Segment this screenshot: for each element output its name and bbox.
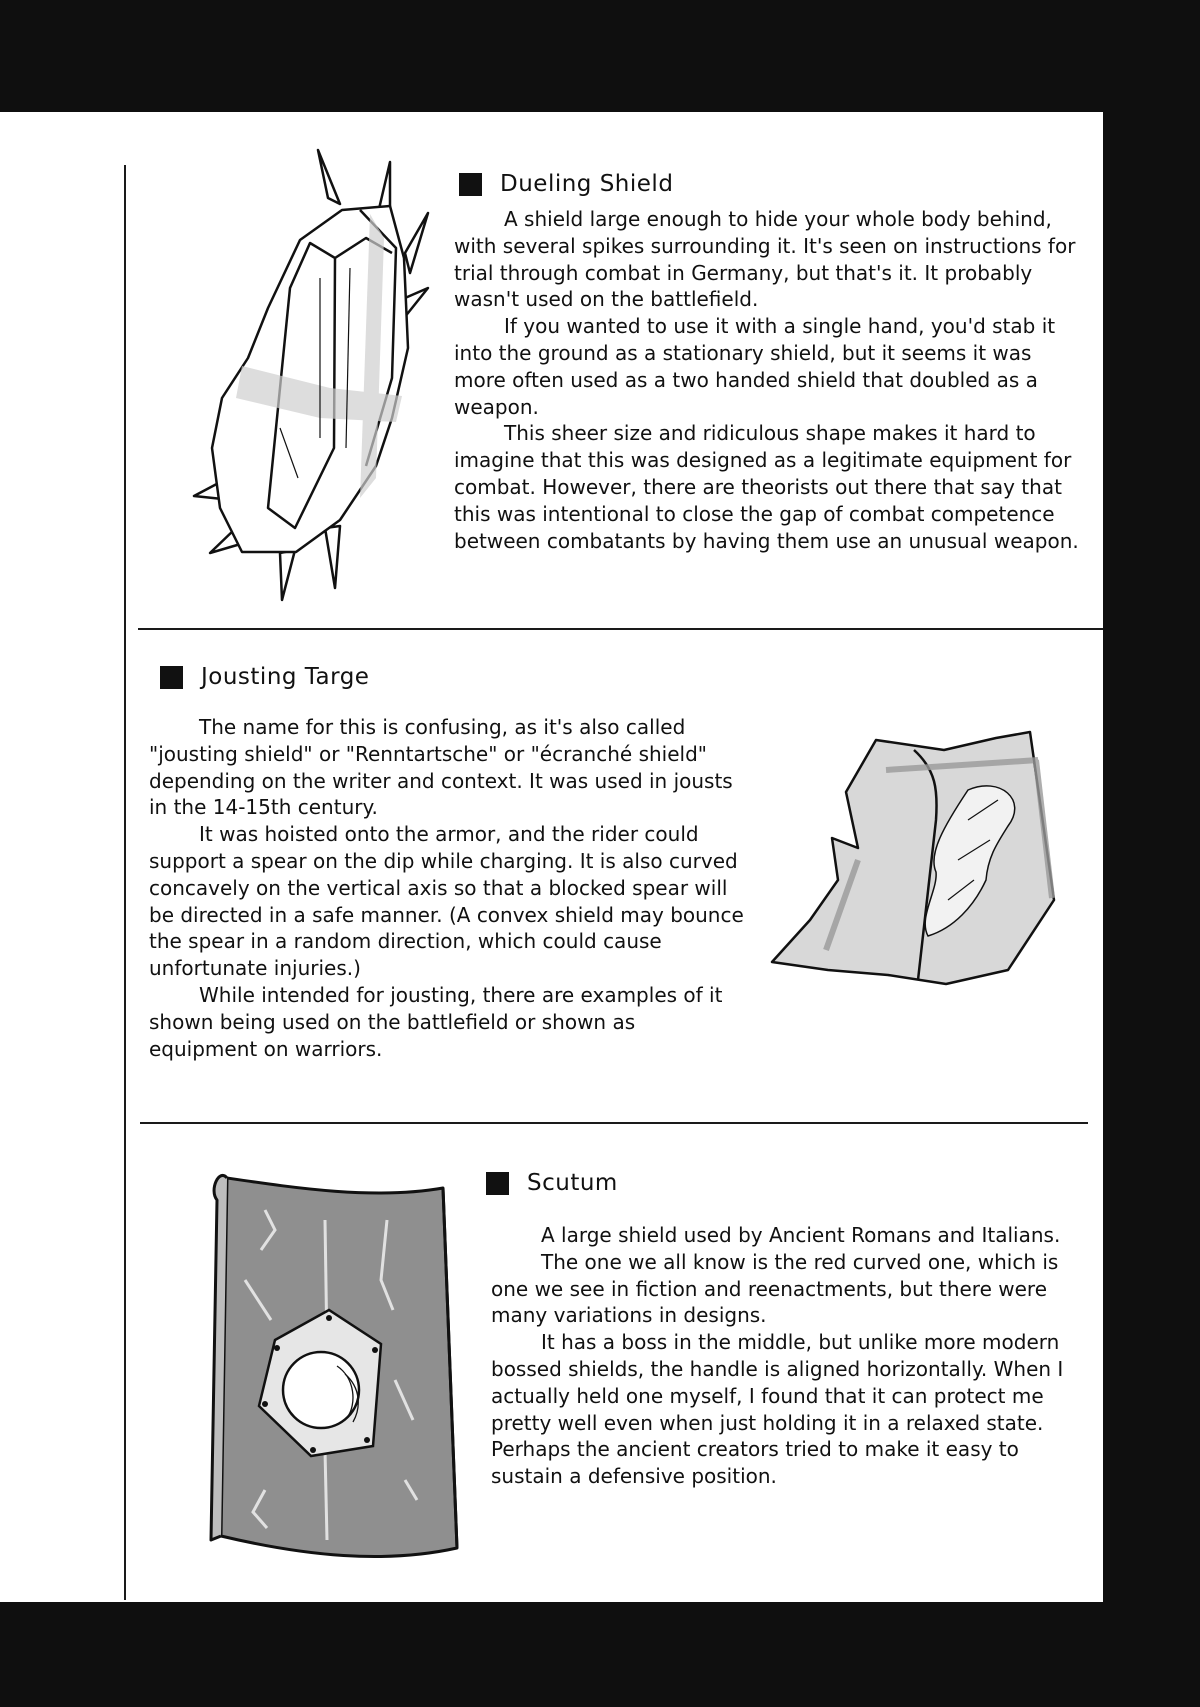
bullet-square-icon	[486, 1172, 509, 1195]
paragraph: This sheer size and ridiculous shape makes it hard to imagine that this was designed as a legitimate equipment for combat. However, there are theorists out there that say that this was intentional to close the gap of combat competence between combatants by having them use an unusual weapon.	[454, 421, 1079, 553]
paragraph: A large shield used by Ancient Romans and Italians.	[541, 1223, 1061, 1247]
section-body-dueling-shield	[454, 206, 1080, 554]
bullet-square-icon	[160, 666, 183, 689]
panel-border-left	[124, 165, 126, 1600]
paragraph: It has a boss in the middle, but unlike more modern bossed shields, the handle is aligned horizontally. When I actually held one myself, I found that it can protect me pretty well even when just holding it in a relaxed state. Perhaps the ancient creators tried to make it easy to sustain a defensive position.	[491, 1330, 1064, 1489]
section-divider	[140, 1122, 1088, 1124]
section-divider	[138, 628, 1103, 630]
section-title-text: Scutum	[527, 1170, 618, 1196]
paragraph: It was hoisted onto the armor, and the rider could support a spear on the dip while charging. It is also curved concavely on the vertical axis so that a blocked spear will be directed in a safe manner. (A convex shield may bounce the spear in a random direction, which could cause unfortunate injuries.)	[149, 822, 744, 981]
bullet-square-icon	[459, 173, 482, 196]
paragraph: If you wanted to use it with a single hand, you'd stab it into the ground as a stationary shield, but it seems it was more often used as a two handed shield that doubled as a weapon.	[454, 314, 1056, 419]
jousting-targe-illustration	[768, 730, 1068, 1000]
paragraph: While intended for jousting, there are examples of it shown being used on the battlefield or shown as equipment on warriors.	[149, 982, 723, 1061]
section-title-text: Jousting Targe	[201, 664, 370, 690]
section-title-jousting-targe	[160, 664, 369, 690]
section-title-dueling-shield	[459, 171, 673, 197]
section-title-scutum	[486, 1170, 618, 1196]
scutum-illustration	[205, 1160, 475, 1590]
section-title-text: Dueling Shield	[500, 171, 674, 197]
section-body-jousting-targe	[149, 714, 747, 1062]
paragraph: A shield large enough to hide your whole body behind, with several spikes surrounding it. It's seen on instructions for trial through combat in Germany, but that's it. It probably wasn't used on the battlefield.	[454, 207, 1076, 312]
paragraph: The one we all know is the red curved one, which is one we see in fiction and reenactments, but there were many variations in designs.	[491, 1249, 1059, 1328]
dueling-shield-illustration	[170, 148, 440, 608]
section-body-scutum	[491, 1222, 1081, 1490]
paragraph: The name for this is confusing, as it's also called "jousting shield" or "Renntartsche" or "écranché shield" depending on the writer and context. It was used in jousts in the 14-15th century.	[149, 715, 733, 820]
